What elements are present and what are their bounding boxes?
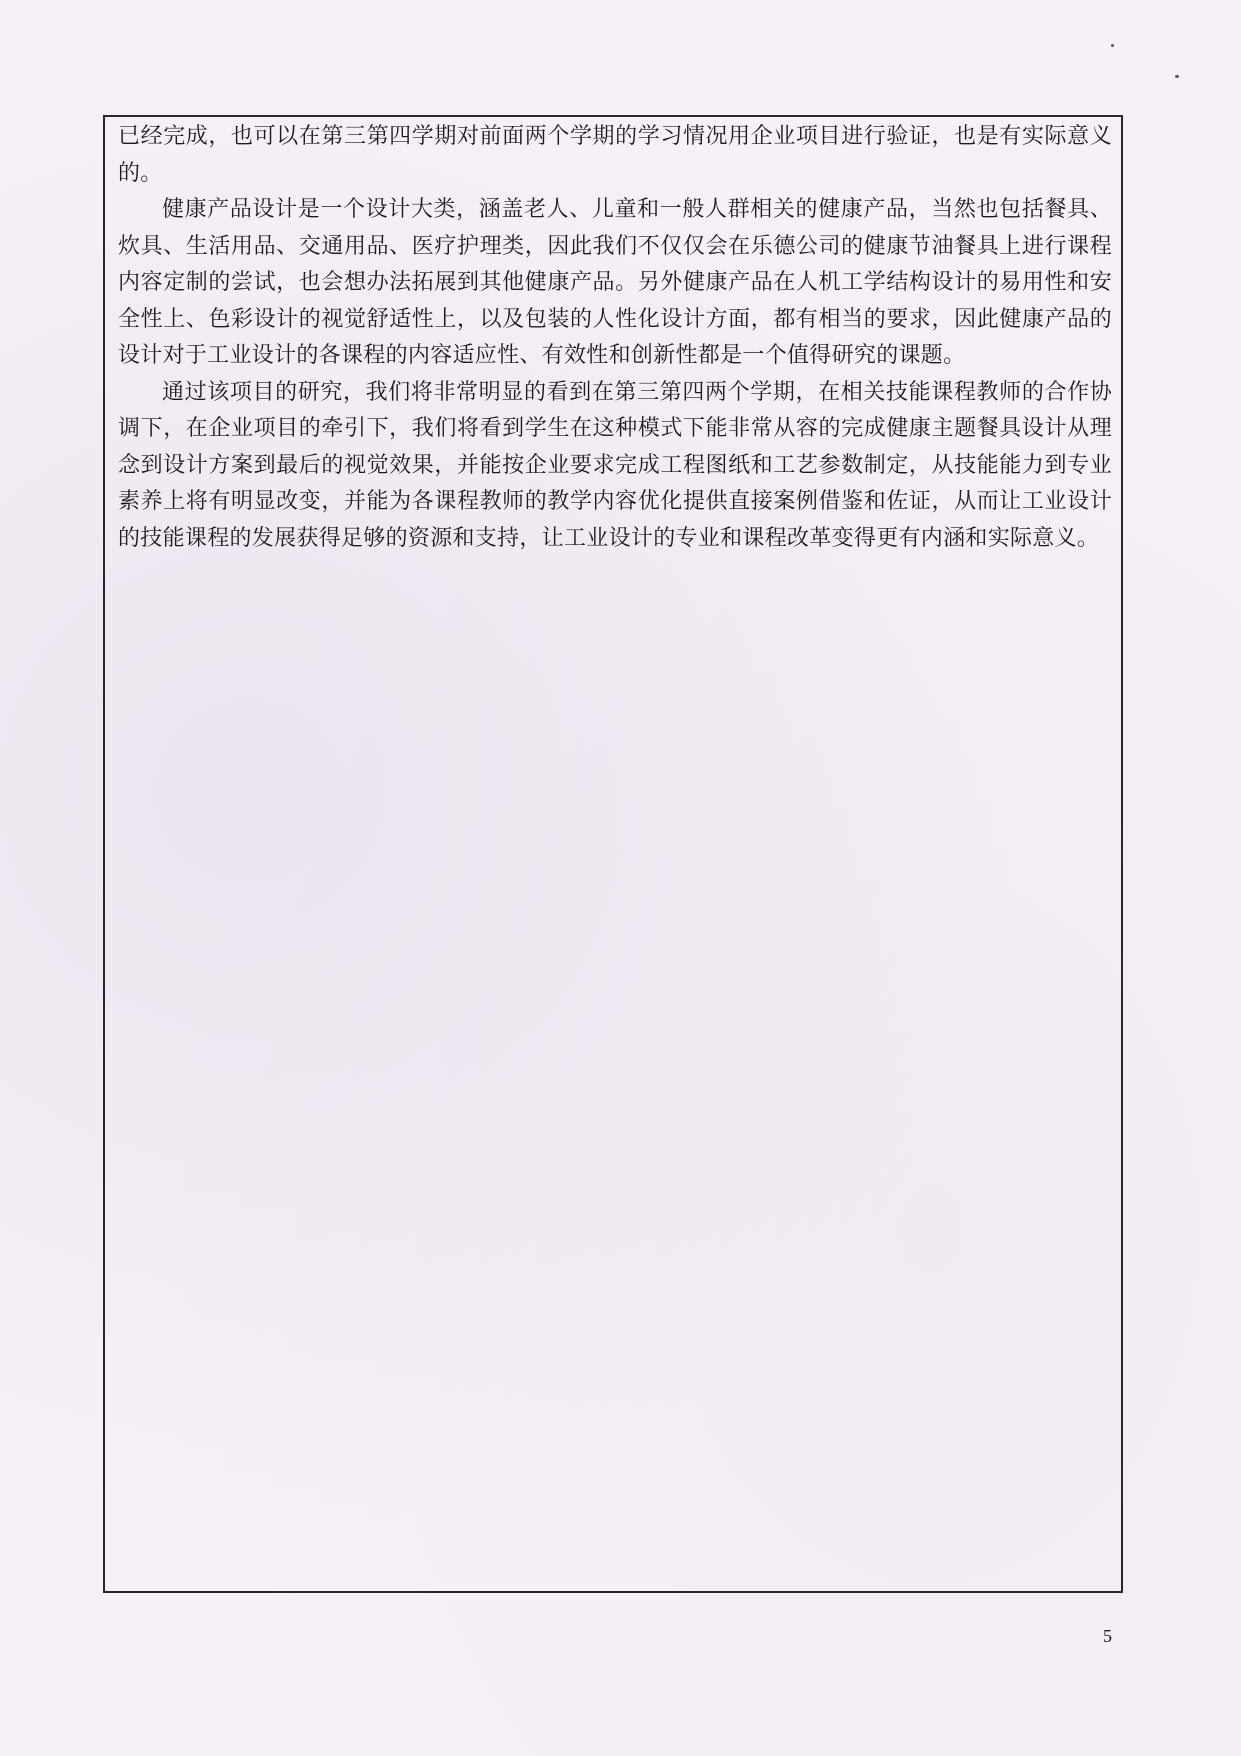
scan-speck xyxy=(1111,44,1114,47)
scan-speck xyxy=(1175,75,1179,78)
page-number: 5 xyxy=(1103,1626,1112,1646)
paragraph-project-outcome: 通过该项目的研究，我们将非常明显的看到在第三第四两个学期，在相关技能课程教师的合作协调下，在企业项目的牵引下，我们将看到学生在这种模式下能非常从容的完成健康主题餐具设计从理念到设计方案到最后的视觉效果，并能按企业要求完成工程图纸和工艺参数制定，从技能能力到专业素养上将有明显改变，并能为各课程教师的教学内容优化提供直接案例借鉴和佐证，从而让工业设计的技能课程的发展获得足够的资源和支持，让工业设计的专业和课程改革变得更有内涵和实际意义。 xyxy=(118,379,1112,551)
paragraph-health-products: 健康产品设计是一个设计大类，涵盖老人、儿童和一般人群相关的健康产品，当然也包括餐具、炊具、生活用品、交通用品、医疗护理类，因此我们不仅仅会在乐德公司的健康节油餐具上进行课程内容定制的尝试，也会想办法拓展到其他健康产品。另外健康产品在人机工学结构设计的易用性和安全性上、色彩设计的视觉舒适性上，以及包装的人性化设计方面，都有相当的要求，因此健康产品的设计对于工业设计的各课程的内容适应性、有效性和创新性都是一个值得研究的课题。 xyxy=(118,197,1112,368)
paragraph-continued: 已经完成，也可以在第三第四学期对前面两个学期的学习情况用企业项目进行验证，也是有实际意义的。 xyxy=(118,124,1112,186)
body-text xyxy=(118,119,1112,557)
